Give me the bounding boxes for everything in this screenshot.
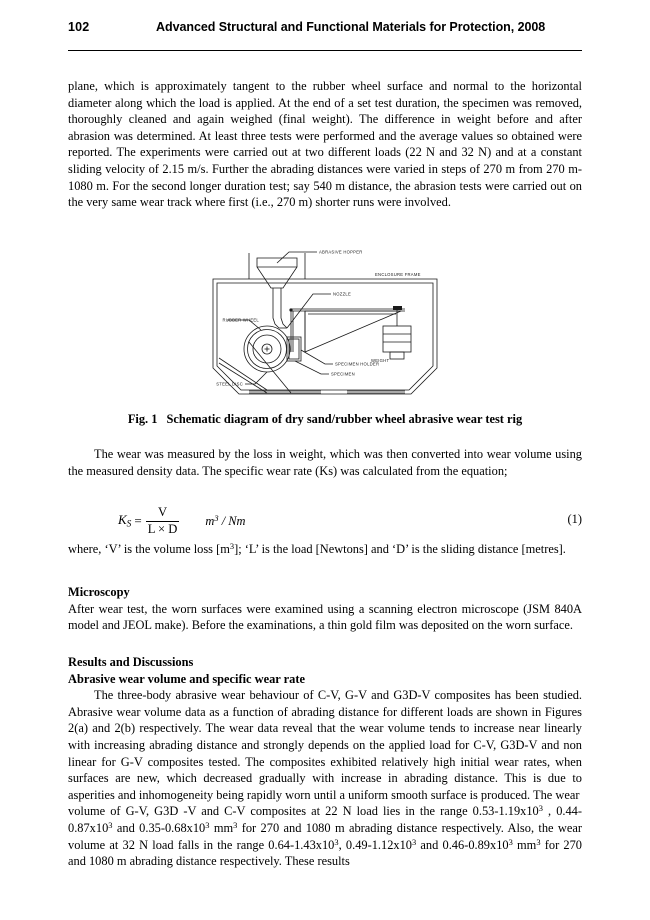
results-b-exp3: 3 xyxy=(205,820,210,831)
paragraph-method-details: plane, which is approximately tangent to the rubber wheel surface and normal to the horizontal diameter along which the load is applied. At the end of a set test duration, the specimen was removed, thoroughly cleaned and again weighed (final weight). The difference in weight before and after abrasion was determined. At least three tests were performed and the average values so obtained were reported. The experiments were carried out at two different loads (22 N and 32 N) and at a constant sliding velocity of 2.15 m/s. Further the abrading distances were varied in steps of 270 m from 270 m-1080 m. For the second longer duration test; say 540 m distance, the abrasion tests were carried out on the very same wear track where first (i.e., 270 m) shorter runs were involved. xyxy=(68,79,582,210)
intro-paragraph-block xyxy=(68,78,582,211)
equation-lhs xyxy=(118,512,131,530)
paragraph-results-a: The three-body abrasive wear behaviour of C-V, G-V and G3D-V composites has been studied. Abrasive wear volume data as a function of abrading distance for different loads are shown in Figures 2(a) and 2(b) respectively. The wear data reveal that the wear volume tends to increase near linearly with increasing abrading distance and strongly depends on the applied load for C-V, G3D-V and non linear for G-V composites tested. The composites exhibited relatively high initial wear rates, when surfaces are new, which decreased gradually with increase in abrading distance. This is due to asperities and inhomogeneity being rapidly worn until a uniform smooth surface is produced. The wear xyxy=(68,688,582,802)
equation-equals: = xyxy=(134,513,142,528)
weight-foot xyxy=(390,352,404,359)
legend-post: ]; ‘L’ is the load [Newtons] and ‘D’ is the sliding distance [metres]. xyxy=(234,542,566,556)
weight-stack-body xyxy=(383,326,411,352)
equation-lhs-symbol: K xyxy=(118,512,127,528)
results-b-part4: mm xyxy=(209,820,234,835)
label-enclosure-frame: ENCLOSURE FRAME xyxy=(375,272,421,277)
page-number: 102 xyxy=(68,20,90,34)
equation-units-exponent: 3 xyxy=(214,512,219,523)
figure-number: Fig. 1 xyxy=(127,412,158,426)
microscopy-heading: Microscopy xyxy=(68,585,130,599)
page-header xyxy=(68,20,584,34)
equation-where-block xyxy=(68,541,582,558)
results-b-part1: volume of G-V, G3D -V and C-V composites at 22 N load lies in the range 0.53-1.19x10 xyxy=(68,804,539,819)
paragraph-wear-measurement: The wear was measured by the loss in weight, which was then converted into wear volume using the measured density data. The specific wear rate (Ks) was calculated from the equation; xyxy=(68,447,582,478)
results-b-part6: , 0.49-1.12x10 xyxy=(338,837,412,852)
results-heading: Results and Discussions xyxy=(68,655,194,669)
label-specimen: SPECIMEN xyxy=(331,371,355,377)
results-b-part2: , 0.44-0.87x10 xyxy=(68,804,582,835)
header-divider xyxy=(68,50,582,51)
results-b-part8: mm xyxy=(512,837,537,852)
weight-hanger-clamp xyxy=(393,306,402,310)
specimen-block xyxy=(289,339,299,359)
paragraph-results-b xyxy=(68,803,582,869)
figure-caption-text: Schematic diagram of dry sand/rubber wheel abrasive wear test rig xyxy=(166,412,523,426)
equation-numerator: V xyxy=(158,505,168,520)
lever-triangle xyxy=(305,311,401,352)
results-b-exp5: 3 xyxy=(334,836,339,847)
label-rubber-wheel: RUBBER WHEEL xyxy=(222,317,259,323)
legend-exponent: 3 xyxy=(229,541,235,552)
nozzle-tube-right xyxy=(281,288,287,328)
microscopy-section xyxy=(68,584,582,634)
results-b-exp6: 3 xyxy=(411,836,417,847)
label-weight: WEIGHT xyxy=(371,358,390,363)
results-b-part3: and 0.35-0.68x10 xyxy=(112,820,206,835)
results-b-exp1: 3 xyxy=(538,803,543,814)
figure-caption xyxy=(68,411,582,427)
equation-units-base: m xyxy=(205,513,215,528)
label-specimen-holder: SPECIMEN HOLDER xyxy=(335,361,380,367)
label-abrasive-hopper: ABRASIVE HOPPER xyxy=(319,249,363,255)
wear-measurement-block xyxy=(68,446,582,479)
lever-pivot-pin xyxy=(289,308,292,311)
label-nozzle: NOZZLE xyxy=(333,291,352,297)
paragraph-microscopy: After wear test, the worn surfaces were examined using a scanning electron microscope (JSM 840A model and JEOL make). Before the examinations, a thin gold film was deposited on the worn surface. xyxy=(68,601,582,633)
running-title: Advanced Structural and Functional Materials for Protection, 2008 xyxy=(156,20,546,34)
results-subheading: Abrasive wear volume and specific wear rate xyxy=(68,671,305,686)
results-b-exp2: 3 xyxy=(108,820,113,831)
results-section xyxy=(68,654,582,870)
results-b-part9: for 270 and 1080 m abrading distance respectively. These results xyxy=(68,837,582,869)
equation-units-tail: / Nm xyxy=(221,513,246,528)
results-b-exp7: 3 xyxy=(508,836,513,847)
label-steel-disc: STEEL DISC xyxy=(216,381,243,387)
equation-expression xyxy=(118,503,245,539)
equation-units xyxy=(205,514,245,529)
equation-fraction xyxy=(146,506,180,535)
results-b-exp4: 3 xyxy=(233,820,238,831)
equation-number: (1) xyxy=(567,512,582,526)
equation-lhs-subscript: S xyxy=(126,519,132,530)
equation-1 xyxy=(68,503,582,539)
results-b-part7: and 0.46-0.89x10 xyxy=(416,837,509,852)
wear-test-rig-schematic xyxy=(205,232,445,404)
nozzle-tube-left xyxy=(273,288,279,328)
figure-1 xyxy=(68,232,582,404)
results-b-part5: for 270 and 1080 m abrading distance respectively. Also, the wear volume at 32 N load falls in the range 0.64-1.43x10 xyxy=(68,820,583,852)
paragraph-equation-legend xyxy=(68,541,582,558)
legend-pre: where, ‘V’ is the volume loss [m xyxy=(68,542,230,556)
equation-denominator: L × D xyxy=(147,521,178,536)
leader-specimen-holder xyxy=(301,350,333,364)
results-b-exp8: 3 xyxy=(536,836,541,847)
